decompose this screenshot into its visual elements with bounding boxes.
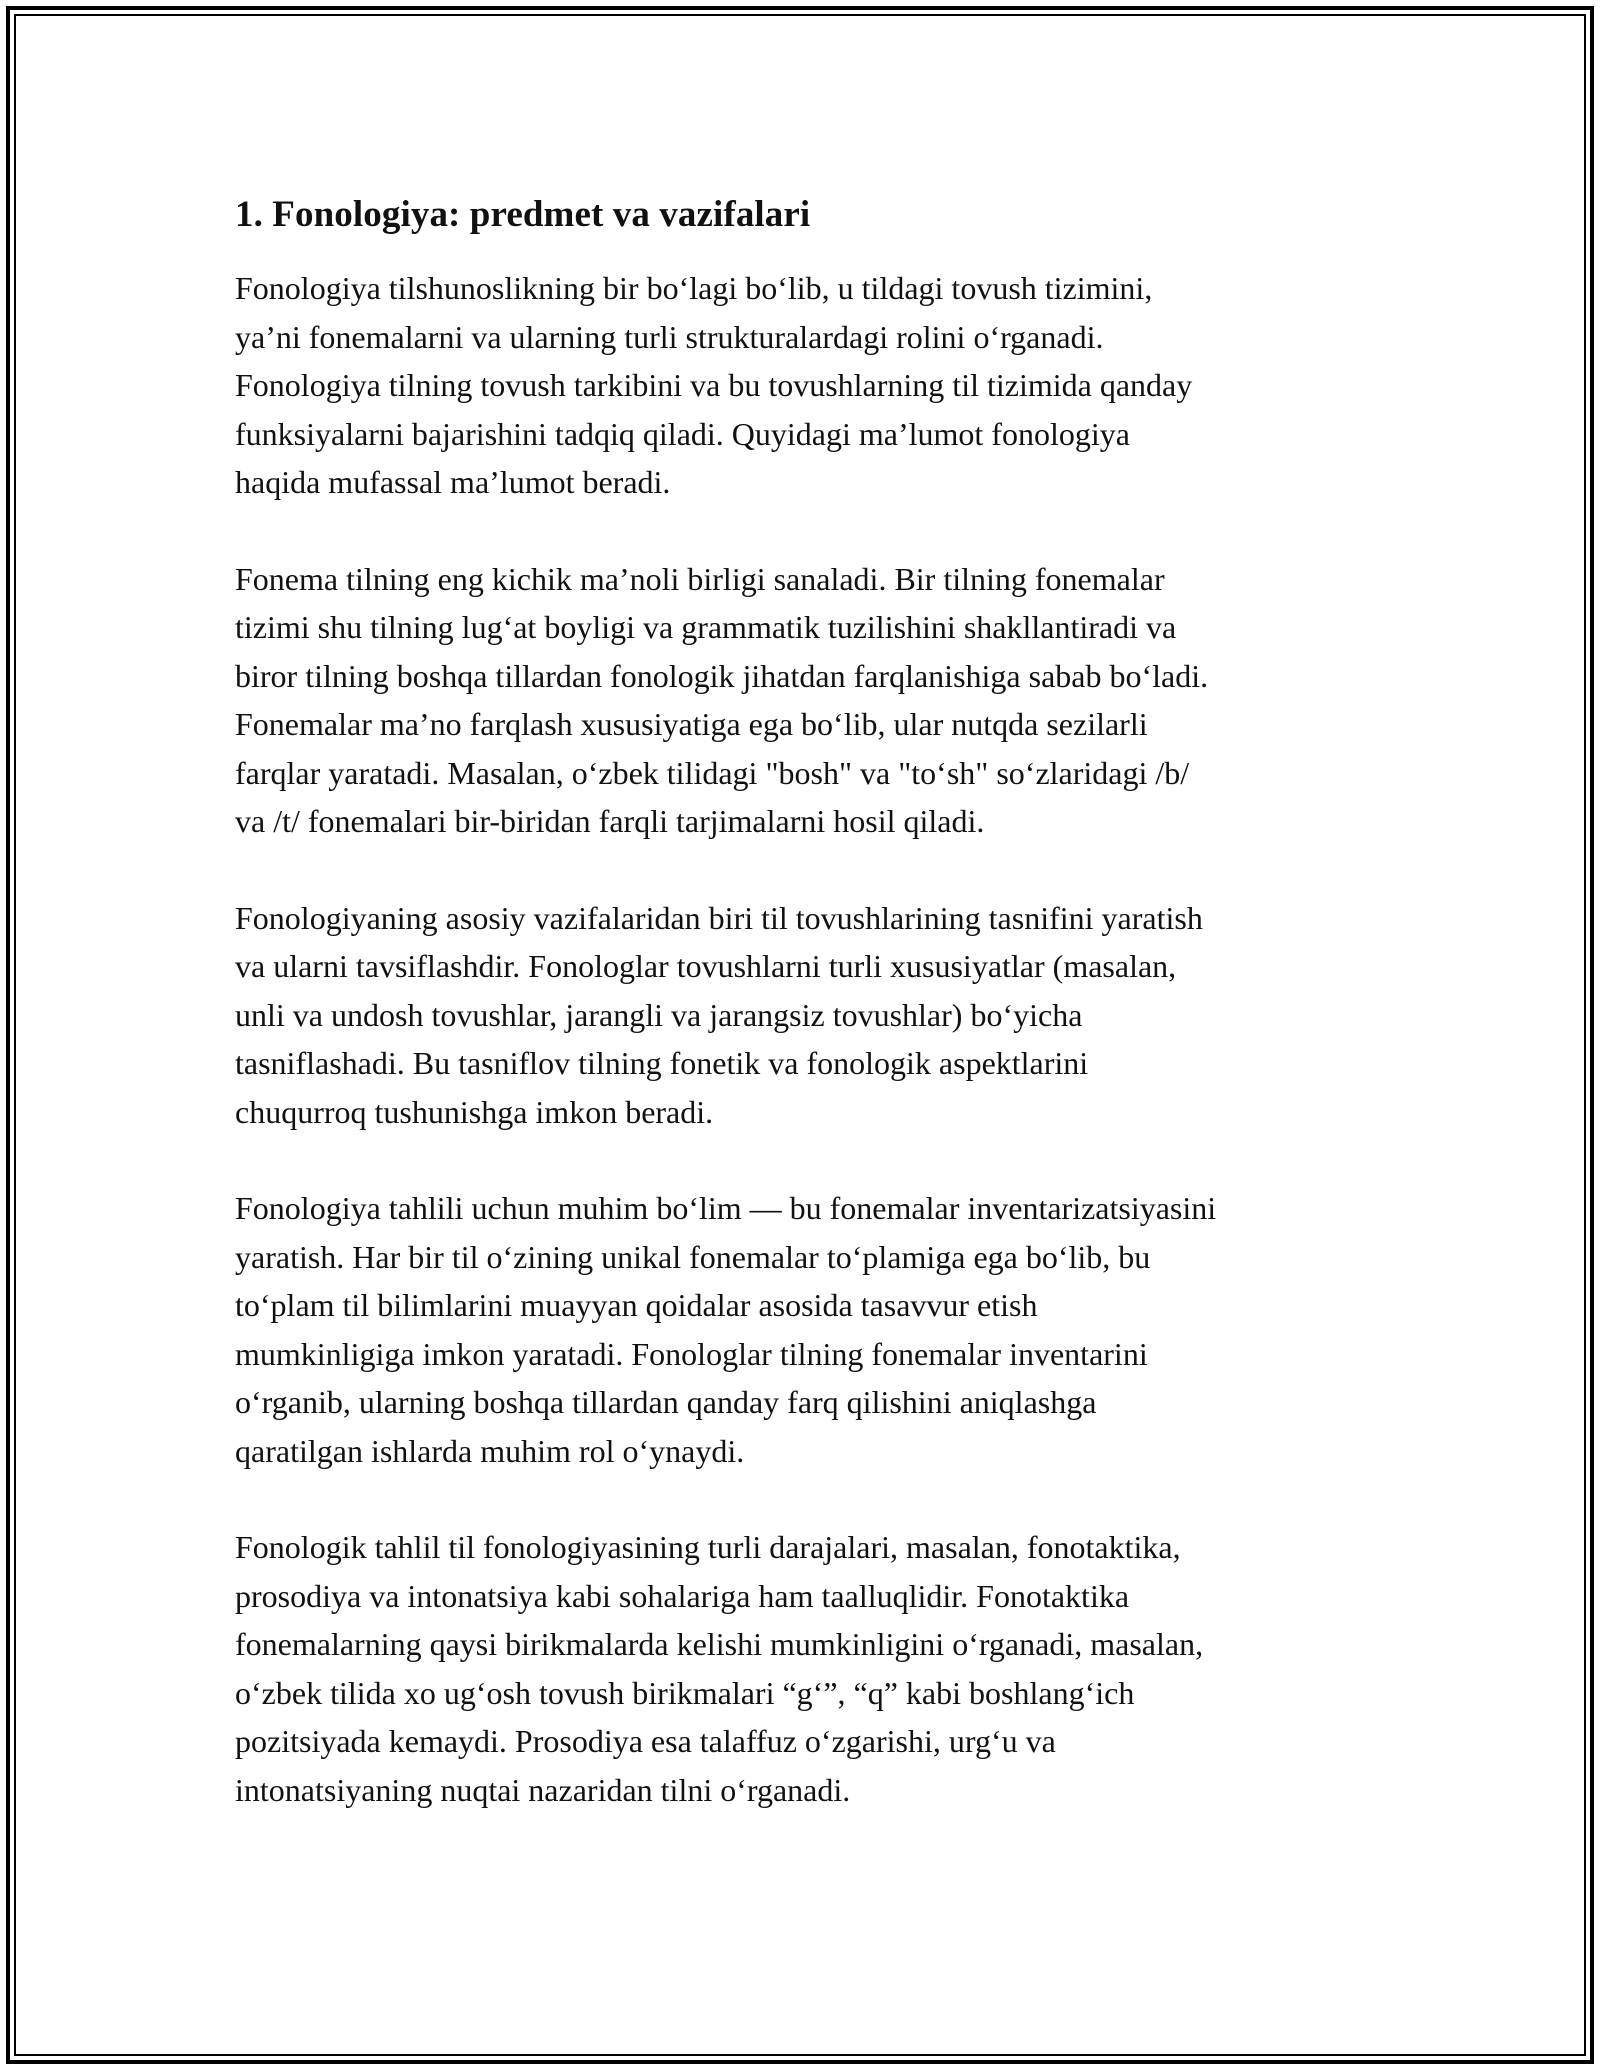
paragraph-5: Fonologik tahlil til fonologiyasining turli darajalari, masalan, fonotaktika, prosodiya va intonatsiya kabi sohalariga ham taalluqlidir. Fonotaktika fonemalarning qaysi birikmalarda kelishi mumkinligini o‘rganadi, masalan, o‘zbek tilida xo ug‘osh tovush birikmalari “g‘”, “q” kabi boshlang‘ich pozitsiyada kemaydi. Prosodiya esa talaffuz o‘zgarishi, urg‘u va intonatsiyaning nuqtai nazaridan tilni o‘rganadi. — [235, 1529, 1204, 1808]
section-heading: 1. Fonologiya: predmet va vazifalari — [235, 194, 811, 235]
paragraph-4: Fonologiya tahlili uchun muhim bo‘lim — bu fonemalar inventarizatsiyasini yaratish. Har bir til o‘zining unikal fonemalar to‘plamiga ega bo‘lib, bu to‘plam til bilimlarini muayyan qoidalar asosida tasavvur etish mumkinligiga imkon yaratadi. Fonologlar tilning fonemalar inventarini o‘rganib, ularning boshqa tillardan qanday farq qilishini aniqlashga qaratilgan ishlarda muhim rol o‘ynaydi. — [235, 1190, 1217, 1469]
document-body — [235, 190, 1375, 1862]
paragraph-2: Fonema tilning eng kichik ma’noli birligi sanaladi. Bir tilning fonemalar tizimi shu tilning lug‘at boyligi va grammatik tuzilishini shakllantiradi va biror tilning boshqa tillardan fonologik jihatdan farqlanishiga sabab bo‘ladi. Fonemalar ma’no farqlash xususiyatiga ega bo‘lib, ular nutqda sezilarli farqlar yaratadi. Masalan, o‘zbek tilidagi "bosh" va "to‘sh" so‘zlaridagi /b/ va /t/ fonemalari bir-biridan farqli tarjimalarni hosil qiladi. — [235, 560, 1209, 839]
paragraph-1: Fonologiya tilshunoslikning bir bo‘lagi bo‘lib, u tildagi tovush tizimini, ya’ni fonemalarni va ularning turli strukturalardagi rolini o‘rganadi. Fonologiya tilning tovush tarkibini va bu tovushlarning til tizimida qanday funksiyalarni bajarishini tadqiq qiladi. Quyidagi ma’lumot fonologiya haqida mufassal ma’lumot beradi. — [235, 270, 1193, 500]
paragraph-3: Fonologiyaning asosiy vazifalaridan biri til tovushlarining tasnifini yaratish va ularni tavsiflashdir. Fonologlar tovushlarni turli xususiyatlar (masalan, unli va undosh tovushlar, jarangli va jarangsiz tovushlar) bo‘yicha tasniflashadi. Bu tasniflov tilning fonetik va fonologik aspektlarini chuqurroq tushunishga imkon beradi. — [235, 899, 1203, 1130]
